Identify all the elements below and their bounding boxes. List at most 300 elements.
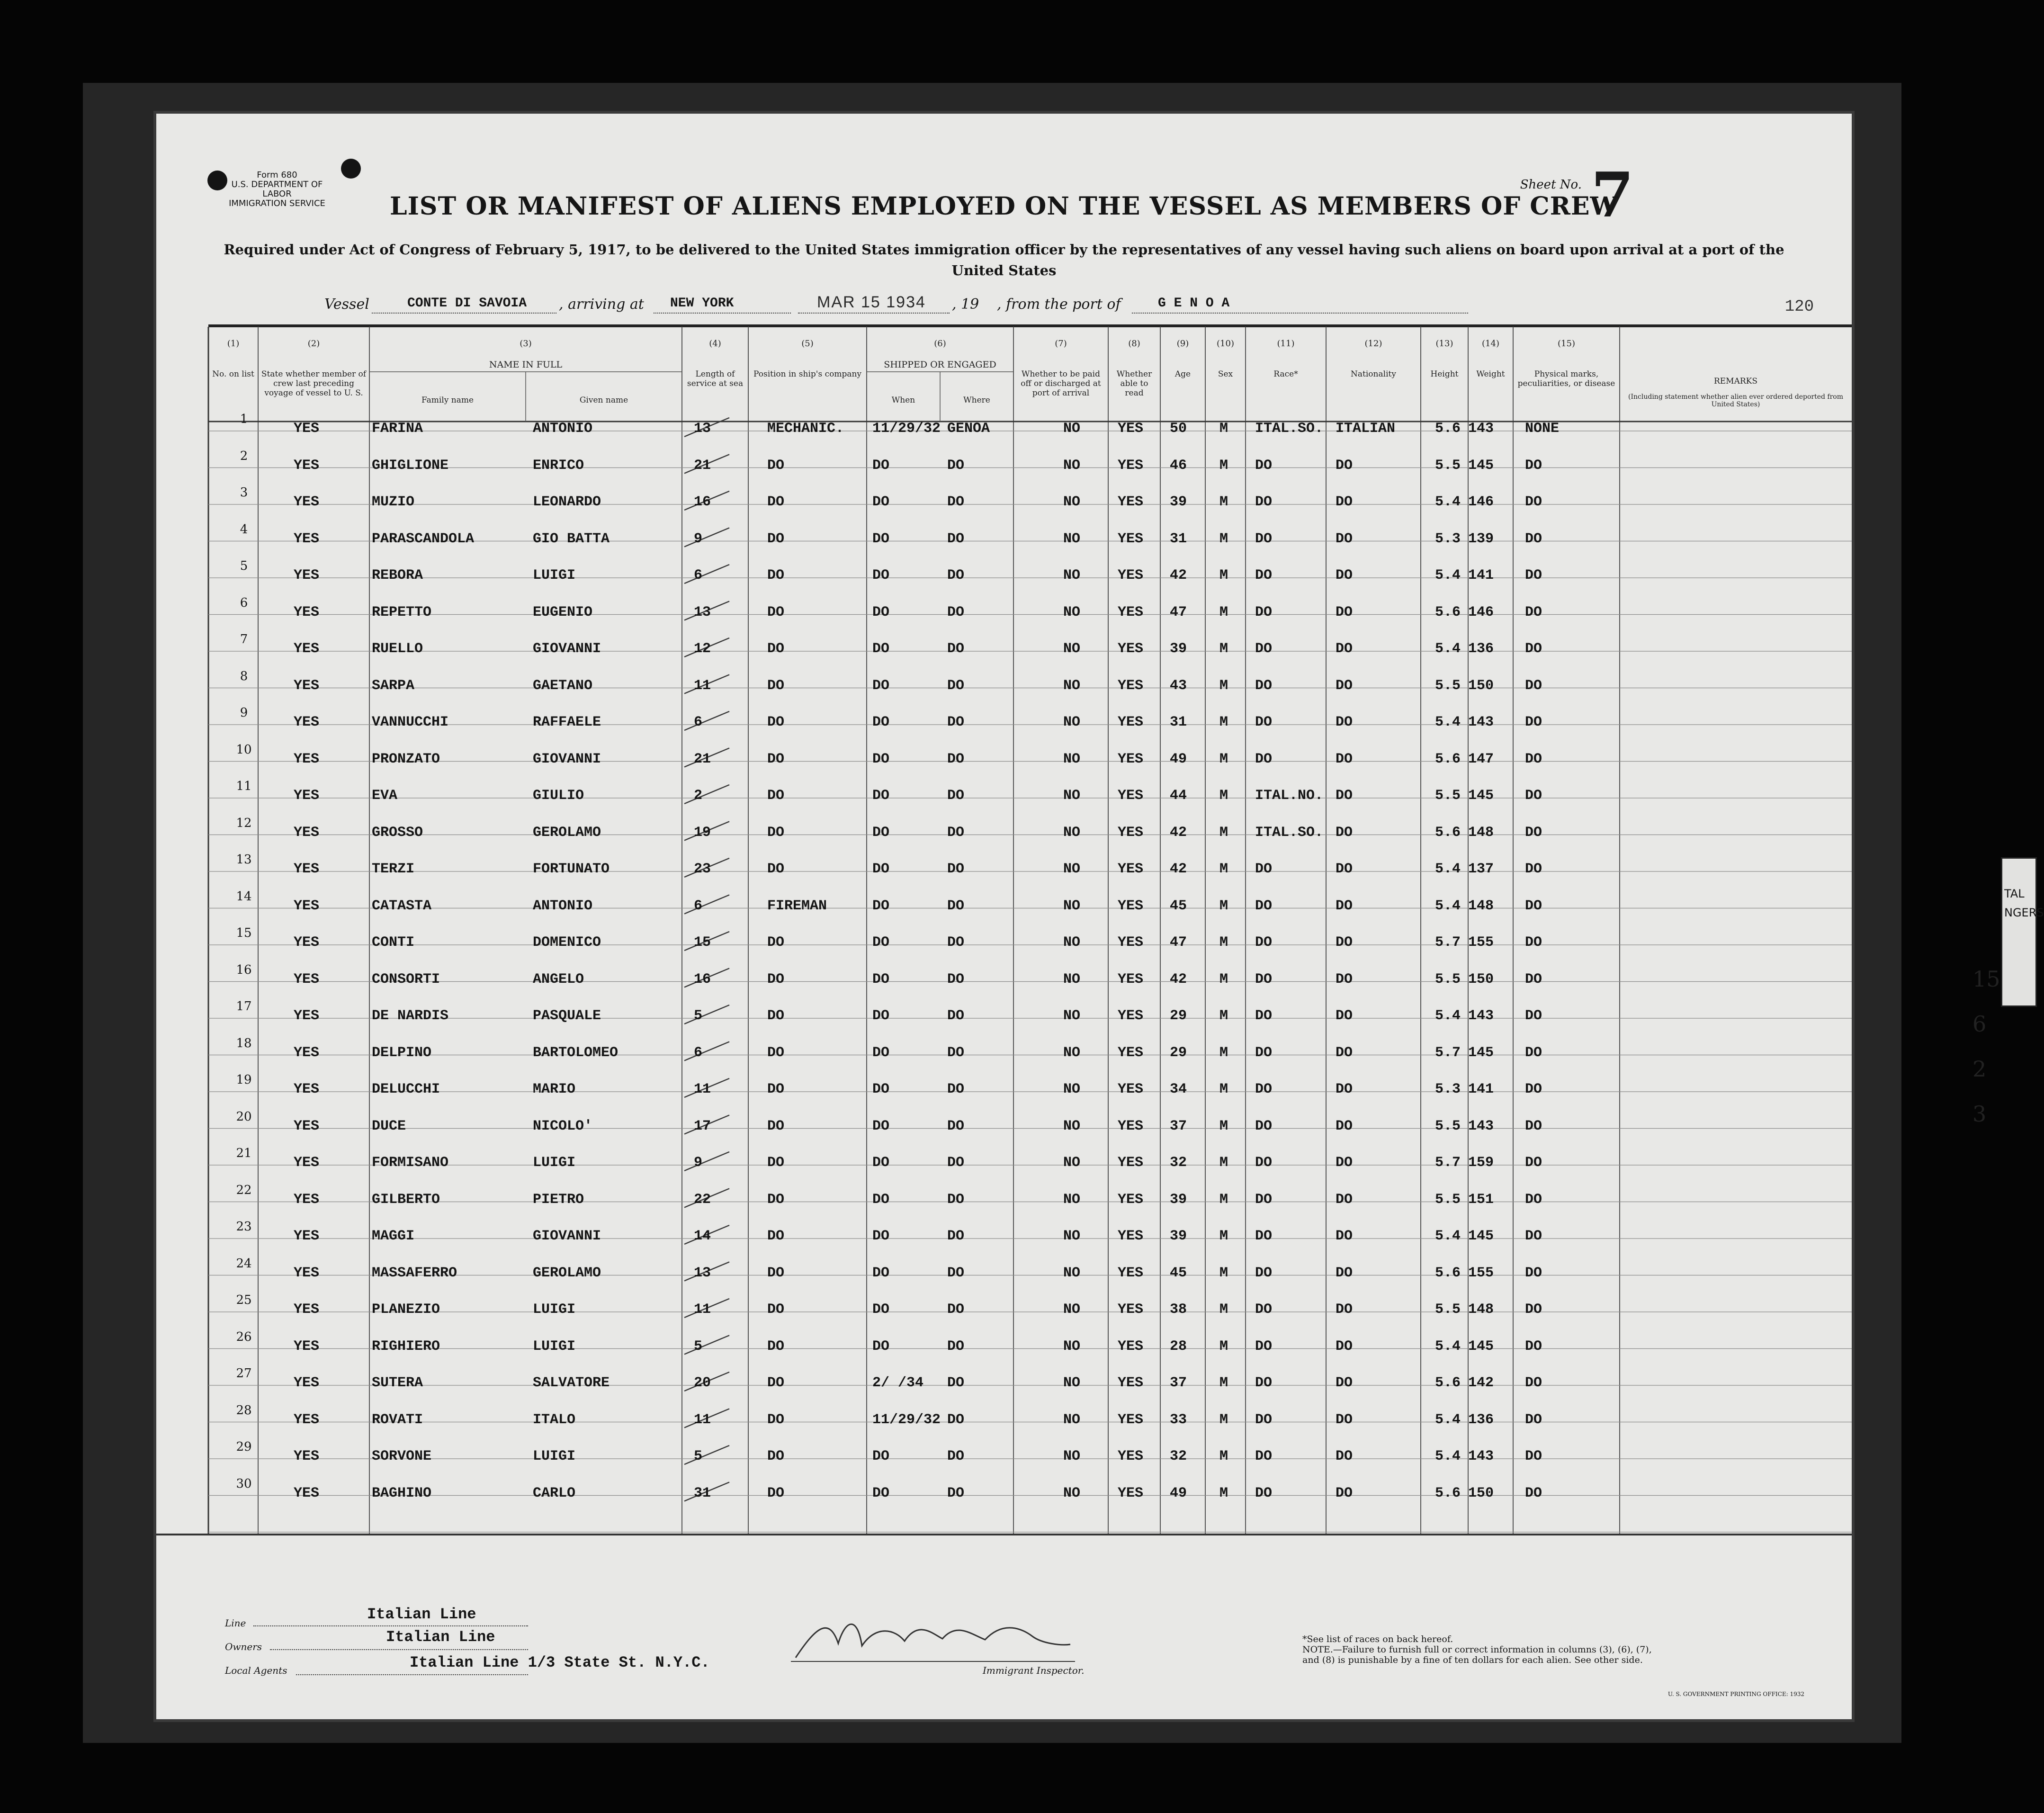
cell-age: 39 xyxy=(1170,1191,1187,1208)
cell-height: 5.6 xyxy=(1435,824,1461,841)
cell-read: YES xyxy=(1118,1081,1144,1097)
cell-when: DO xyxy=(872,530,890,547)
cell-given: GIOVANNI xyxy=(533,641,601,657)
cell-nat: DO xyxy=(1336,1044,1353,1061)
cell-read: YES xyxy=(1118,861,1144,877)
cell-service: 13 xyxy=(694,1265,711,1281)
row-number: 14 xyxy=(236,889,252,904)
cell-nat: DO xyxy=(1336,824,1353,841)
cell-height: 5.4 xyxy=(1435,1228,1461,1244)
side-tab-text: NGERS xyxy=(2004,906,2044,919)
check-mark xyxy=(684,1336,729,1355)
column-header-sex: Sex xyxy=(1218,369,1233,379)
cell-given: ANGELO xyxy=(533,971,584,987)
row-number: 17 xyxy=(236,999,252,1014)
cell-age: 39 xyxy=(1170,641,1187,657)
cell-weight: 145 xyxy=(1468,788,1494,804)
cell-given: DOMENICO xyxy=(533,934,601,951)
cell-when: DO xyxy=(872,824,890,841)
cell-position: DO xyxy=(767,824,785,841)
cell-service: 16 xyxy=(694,971,711,987)
side-number: 15 xyxy=(1972,966,2000,992)
cell-age: 32 xyxy=(1170,1448,1187,1464)
cell-height: 5.5 xyxy=(1435,677,1461,694)
cell-service: 13 xyxy=(694,421,711,437)
column-number: (13) xyxy=(1435,339,1453,349)
cell-height: 5.4 xyxy=(1435,1448,1461,1464)
cell-race: DO xyxy=(1255,898,1273,914)
cell-where: DO xyxy=(947,1044,965,1061)
cell-prev: YES xyxy=(294,530,320,547)
cell-height: 5.5 xyxy=(1435,788,1461,804)
cell-weight: 150 xyxy=(1468,1485,1494,1501)
cell-service: 17 xyxy=(694,1118,711,1134)
column-number: (9) xyxy=(1176,339,1189,349)
cell-nat: DO xyxy=(1336,1448,1353,1464)
row-number: 9 xyxy=(240,706,248,720)
cell-read: YES xyxy=(1118,1411,1144,1428)
cell-sex: M xyxy=(1219,1411,1228,1428)
cell-weight: 136 xyxy=(1468,1411,1494,1428)
cell-marks: DO xyxy=(1525,1375,1542,1391)
cell-where: DO xyxy=(947,934,965,951)
column-header-able-to-read: Whether able to read xyxy=(1116,369,1152,398)
cell-age: 42 xyxy=(1170,861,1187,877)
cell-sex: M xyxy=(1219,567,1228,583)
cell-paid: NO xyxy=(1063,567,1081,583)
cell-when: DO xyxy=(872,1301,890,1318)
cell-prev: YES xyxy=(294,457,320,474)
cell-given: GIOVANNI xyxy=(533,1228,601,1244)
column-header-remarks: REMARKS xyxy=(1713,377,1758,386)
cell-marks: DO xyxy=(1525,1411,1542,1428)
cell-height: 5.7 xyxy=(1435,1155,1461,1171)
check-mark xyxy=(684,1445,729,1464)
cell-family: PLANEZIO xyxy=(372,1301,440,1318)
row-number: 6 xyxy=(240,595,248,610)
penalty-note: NOTE.—Failure to furnish full or correct information in columns (3), (6), (7), and (8) is punishable by a fine of ten dollars for each alien. See other side. xyxy=(1302,1644,1652,1665)
cell-weight: 151 xyxy=(1468,1191,1494,1208)
cell-given: GIULIO xyxy=(533,788,584,804)
cell-service: 21 xyxy=(694,457,711,474)
cell-prev: YES xyxy=(294,1008,320,1024)
cell-marks: DO xyxy=(1525,457,1542,474)
row-number: 18 xyxy=(236,1036,252,1050)
cell-prev: YES xyxy=(294,788,320,804)
cell-weight: 148 xyxy=(1468,898,1494,914)
cell-position: DO xyxy=(767,494,785,510)
cell-sex: M xyxy=(1219,457,1228,474)
cell-weight: 143 xyxy=(1468,1448,1494,1464)
cell-prev: YES xyxy=(294,1044,320,1061)
row-number: 27 xyxy=(236,1366,252,1381)
cell-marks: DO xyxy=(1525,530,1542,547)
cell-height: 5.4 xyxy=(1435,1411,1461,1428)
side-tab-text: TAL xyxy=(2004,887,2025,900)
cell-position: DO xyxy=(767,861,785,877)
column-header-position: Position in ship's company xyxy=(753,369,862,379)
cell-service: 6 xyxy=(694,1044,703,1061)
row-number: 15 xyxy=(236,926,252,940)
cell-sex: M xyxy=(1219,751,1228,767)
cell-read: YES xyxy=(1118,1228,1144,1244)
cell-nat: DO xyxy=(1336,1081,1353,1097)
cell-given: SALVATORE xyxy=(533,1375,610,1391)
cell-where: DO xyxy=(947,1375,965,1391)
cell-paid: NO xyxy=(1063,1081,1081,1097)
cell-age: 28 xyxy=(1170,1338,1187,1355)
row-number: 22 xyxy=(236,1183,252,1197)
cell-when: 11/29/32 xyxy=(872,421,941,437)
cell-marks: DO xyxy=(1525,824,1542,841)
cell-age: 47 xyxy=(1170,934,1187,951)
cell-height: 5.5 xyxy=(1435,1118,1461,1134)
cell-read: YES xyxy=(1118,530,1144,547)
cell-read: YES xyxy=(1118,824,1144,841)
cell-race: DO xyxy=(1255,530,1273,547)
cell-read: YES xyxy=(1118,457,1144,474)
cell-prev: YES xyxy=(294,971,320,987)
row-number: 13 xyxy=(236,853,252,867)
cell-service: 5 xyxy=(694,1008,703,1024)
cell-paid: NO xyxy=(1063,421,1081,437)
cell-given: LUIGI xyxy=(533,1338,576,1355)
cell-when: DO xyxy=(872,1448,890,1464)
cell-sex: M xyxy=(1219,1191,1228,1208)
cell-when: DO xyxy=(872,788,890,804)
column-header-height: Height xyxy=(1430,369,1459,379)
cell-height: 5.6 xyxy=(1435,751,1461,767)
cell-when: DO xyxy=(872,1485,890,1501)
cell-given: NICOLO' xyxy=(533,1118,593,1134)
arriving-label: , arriving at xyxy=(559,296,644,313)
cell-race: DO xyxy=(1255,1044,1273,1061)
cell-service: 20 xyxy=(694,1375,711,1391)
cell-paid: NO xyxy=(1063,1191,1081,1208)
cell-marks: DO xyxy=(1525,1155,1542,1171)
cell-nat: DO xyxy=(1336,1485,1353,1501)
cell-sex: M xyxy=(1219,714,1228,730)
cell-when: DO xyxy=(872,714,890,730)
cell-nat: DO xyxy=(1336,457,1353,474)
cell-sex: M xyxy=(1219,1301,1228,1318)
remarks-note: (Including statement whether alien ever ordered deported from United States) xyxy=(1628,393,1843,408)
cell-sex: M xyxy=(1219,1265,1228,1281)
cell-service: 2 xyxy=(694,788,703,804)
cell-given: FORTUNATO xyxy=(533,861,610,877)
cell-race: DO xyxy=(1255,714,1273,730)
check-mark xyxy=(684,1152,729,1171)
cell-when: DO xyxy=(872,1265,890,1281)
cell-family: EVA xyxy=(372,788,398,804)
cell-sex: M xyxy=(1219,677,1228,694)
row-number: 12 xyxy=(236,816,252,830)
cell-where: DO xyxy=(947,751,965,767)
cell-race: DO xyxy=(1255,1008,1273,1024)
cell-position: DO xyxy=(767,1044,785,1061)
service-name: IMMIGRATION SERVICE xyxy=(229,198,325,208)
cell-read: YES xyxy=(1118,788,1144,804)
cell-read: YES xyxy=(1118,1265,1144,1281)
cell-age: 37 xyxy=(1170,1118,1187,1134)
cell-service: 22 xyxy=(694,1191,711,1208)
cell-prev: YES xyxy=(294,677,320,694)
cell-marks: NONE xyxy=(1525,421,1560,437)
cell-when: DO xyxy=(872,677,890,694)
department-name: U.S. DEPARTMENT OF LABOR xyxy=(231,180,323,199)
row-number: 10 xyxy=(236,742,252,757)
cell-read: YES xyxy=(1118,1118,1144,1134)
cell-prev: YES xyxy=(294,898,320,914)
cell-given: GAETANO xyxy=(533,677,593,694)
cell-sex: M xyxy=(1219,788,1228,804)
column-number: (15) xyxy=(1558,339,1575,349)
row-number: 21 xyxy=(236,1146,252,1160)
cell-family: REPETTO xyxy=(372,604,432,620)
agents-value: Italian Line 1/3 State St. N.Y.C. xyxy=(410,1654,710,1671)
cell-where: DO xyxy=(947,1448,965,1464)
cell-prev: YES xyxy=(294,1448,320,1464)
cell-read: YES xyxy=(1118,567,1144,583)
column-number: (11) xyxy=(1277,339,1295,349)
cell-when: DO xyxy=(872,934,890,951)
cell-service: 11 xyxy=(694,1301,711,1318)
cell-prev: YES xyxy=(294,1338,320,1355)
row-number: 4 xyxy=(240,522,248,537)
cell-nat: DO xyxy=(1336,1008,1353,1024)
cell-race: DO xyxy=(1255,1301,1273,1318)
cell-when: DO xyxy=(872,604,890,620)
row-number: 16 xyxy=(236,962,252,977)
column-number: (3) xyxy=(520,339,532,349)
cell-when: DO xyxy=(872,1008,890,1024)
cell-position: DO xyxy=(767,457,785,474)
cell-sex: M xyxy=(1219,824,1228,841)
cell-read: YES xyxy=(1118,421,1144,437)
cell-weight: 141 xyxy=(1468,1081,1494,1097)
cell-family: CATASTA xyxy=(372,898,432,914)
table-grid xyxy=(156,114,1852,1719)
cell-marks: DO xyxy=(1525,934,1542,951)
cell-race: DO xyxy=(1255,934,1273,951)
cell-age: 46 xyxy=(1170,457,1187,474)
cell-given: CARLO xyxy=(533,1485,576,1501)
cell-marks: DO xyxy=(1525,861,1542,877)
cell-given: LEONARDO xyxy=(533,494,601,510)
column-header-paid-off: Whether to be paid off or discharged at port of arrival xyxy=(1021,369,1101,398)
cell-paid: NO xyxy=(1063,971,1081,987)
column-number: (8) xyxy=(1128,339,1140,349)
cell-height: 5.5 xyxy=(1435,971,1461,987)
cell-family: MAGGI xyxy=(372,1228,415,1244)
cell-family: TERZI xyxy=(372,861,415,877)
cell-prev: YES xyxy=(294,1265,320,1281)
cell-race: DO xyxy=(1255,1448,1273,1464)
cell-when: DO xyxy=(872,1118,890,1134)
cell-height: 5.4 xyxy=(1435,567,1461,583)
cell-paid: NO xyxy=(1063,861,1081,877)
cell-weight: 137 xyxy=(1468,861,1494,877)
row-number: 25 xyxy=(236,1293,252,1307)
cell-read: YES xyxy=(1118,1301,1144,1318)
cell-weight: 141 xyxy=(1468,567,1494,583)
cell-marks: DO xyxy=(1525,1081,1542,1097)
cell-height: 5.6 xyxy=(1435,1485,1461,1501)
cell-family: BAGHINO xyxy=(372,1485,432,1501)
cell-race: DO xyxy=(1255,604,1273,620)
row-number: 7 xyxy=(240,632,248,646)
cell-when: DO xyxy=(872,1191,890,1208)
cell-marks: DO xyxy=(1525,1485,1542,1501)
cell-age: 43 xyxy=(1170,677,1187,694)
cell-nat: DO xyxy=(1336,1191,1353,1208)
cell-race: DO xyxy=(1255,1411,1273,1428)
cell-position: DO xyxy=(767,934,785,951)
column-number: (14) xyxy=(1482,339,1499,349)
cell-race: DO xyxy=(1255,457,1273,474)
row-number: 26 xyxy=(236,1329,252,1344)
column-number: (1) xyxy=(227,339,240,349)
cell-where: DO xyxy=(947,567,965,583)
cell-race: DO xyxy=(1255,677,1273,694)
cell-family: MUZIO xyxy=(372,494,415,510)
cell-when: 2/ /34 xyxy=(872,1375,924,1391)
cell-nat: DO xyxy=(1336,1118,1353,1134)
cell-where: GENOA xyxy=(947,421,990,437)
cell-height: 5.7 xyxy=(1435,1044,1461,1061)
vessel-name: CONTE DI SAVOIA xyxy=(407,296,527,311)
cell-service: 13 xyxy=(694,604,711,620)
cell-prev: YES xyxy=(294,604,320,620)
inspector-label: Immigrant Inspector. xyxy=(983,1665,1085,1676)
cell-age: 33 xyxy=(1170,1411,1187,1428)
cell-where: DO xyxy=(947,457,965,474)
cell-nat: DO xyxy=(1336,1155,1353,1171)
cell-age: 39 xyxy=(1170,494,1187,510)
cell-age: 37 xyxy=(1170,1375,1187,1391)
cell-height: 5.6 xyxy=(1435,604,1461,620)
cell-family: FORMISANO xyxy=(372,1155,449,1171)
cell-height: 5.4 xyxy=(1435,1338,1461,1355)
cell-paid: NO xyxy=(1063,898,1081,914)
cell-service: 9 xyxy=(694,1155,703,1171)
cell-race: DO xyxy=(1255,567,1273,583)
cell-prev: YES xyxy=(294,1228,320,1244)
cell-marks: DO xyxy=(1525,971,1542,987)
cell-paid: NO xyxy=(1063,641,1081,657)
cell-given: PASQUALE xyxy=(533,1008,601,1024)
cell-service: 23 xyxy=(694,861,711,877)
cell-height: 5.3 xyxy=(1435,1081,1461,1097)
cell-prev: YES xyxy=(294,1191,320,1208)
cell-when: DO xyxy=(872,457,890,474)
cell-age: 39 xyxy=(1170,1228,1187,1244)
row-number: 23 xyxy=(236,1220,252,1234)
cell-race: DO xyxy=(1255,861,1273,877)
cell-service: 15 xyxy=(694,934,711,951)
vessel-label: Vessel xyxy=(324,296,369,313)
cell-when: DO xyxy=(872,1044,890,1061)
cell-weight: 155 xyxy=(1468,1265,1494,1281)
cell-given: MARIO xyxy=(533,1081,576,1097)
cell-weight: 142 xyxy=(1468,1375,1494,1391)
check-mark xyxy=(684,711,729,730)
row-number: 11 xyxy=(236,779,252,793)
cell-family: GHIGLIONE xyxy=(372,457,449,474)
cell-paid: NO xyxy=(1063,1155,1081,1171)
cell-weight: 148 xyxy=(1468,824,1494,841)
date-stamp: MAR 15 1934 xyxy=(817,293,926,311)
check-mark xyxy=(684,528,729,547)
cell-position: DO xyxy=(767,1338,785,1355)
cell-age: 31 xyxy=(1170,530,1187,547)
cell-paid: NO xyxy=(1063,604,1081,620)
cell-height: 5.4 xyxy=(1435,641,1461,657)
cell-where: DO xyxy=(947,641,965,657)
cell-read: YES xyxy=(1118,604,1144,620)
cell-position: DO xyxy=(767,714,785,730)
arriving-port: NEW YORK xyxy=(670,296,734,311)
inspector-signature xyxy=(786,1601,1080,1667)
cell-marks: DO xyxy=(1525,677,1542,694)
stamp-number: 120 xyxy=(1784,298,1814,316)
cell-prev: YES xyxy=(294,494,320,510)
cell-marks: DO xyxy=(1525,1338,1542,1355)
cell-marks: DO xyxy=(1525,567,1542,583)
cell-height: 5.5 xyxy=(1435,457,1461,474)
cell-prev: YES xyxy=(294,1155,320,1171)
cell-position: DO xyxy=(767,1265,785,1281)
cell-nat: DO xyxy=(1336,641,1353,657)
cell-age: 45 xyxy=(1170,898,1187,914)
cell-position: DO xyxy=(767,567,785,583)
cell-family: FARINA xyxy=(372,421,423,437)
row-number: 3 xyxy=(240,485,248,500)
cell-weight: 143 xyxy=(1468,714,1494,730)
cell-nat: DO xyxy=(1336,1375,1353,1391)
cell-race: ITAL.SO. xyxy=(1255,421,1324,437)
column-header-no-on-list: No. on list xyxy=(212,369,254,379)
row-number: 8 xyxy=(240,669,248,683)
cell-prev: YES xyxy=(294,1301,320,1318)
side-number: 6 xyxy=(1972,1011,1987,1037)
cell-given: GIOVANNI xyxy=(533,751,601,767)
cell-race: DO xyxy=(1255,1191,1273,1208)
check-mark xyxy=(684,1042,729,1061)
cell-sex: M xyxy=(1219,1485,1228,1501)
cell-marks: DO xyxy=(1525,1191,1542,1208)
cell-sex: M xyxy=(1219,494,1228,510)
cell-weight: 143 xyxy=(1468,1008,1494,1024)
cell-age: 47 xyxy=(1170,604,1187,620)
cell-given: ENRICO xyxy=(533,457,584,474)
cell-age: 34 xyxy=(1170,1081,1187,1097)
cell-family: DE NARDIS xyxy=(372,1008,449,1024)
cell-race: DO xyxy=(1255,751,1273,767)
cell-family: MASSAFERRO xyxy=(372,1265,457,1281)
cell-where: DO xyxy=(947,824,965,841)
cell-when: DO xyxy=(872,898,890,914)
cell-read: YES xyxy=(1118,751,1144,767)
cell-age: 29 xyxy=(1170,1008,1187,1024)
cell-position: DO xyxy=(767,1155,785,1171)
cell-race: DO xyxy=(1255,1375,1273,1391)
cell-nat: DO xyxy=(1336,1228,1353,1244)
cell-where: DO xyxy=(947,788,965,804)
cell-paid: NO xyxy=(1063,1265,1081,1281)
cell-prev: YES xyxy=(294,824,320,841)
cell-marks: DO xyxy=(1525,1118,1542,1134)
